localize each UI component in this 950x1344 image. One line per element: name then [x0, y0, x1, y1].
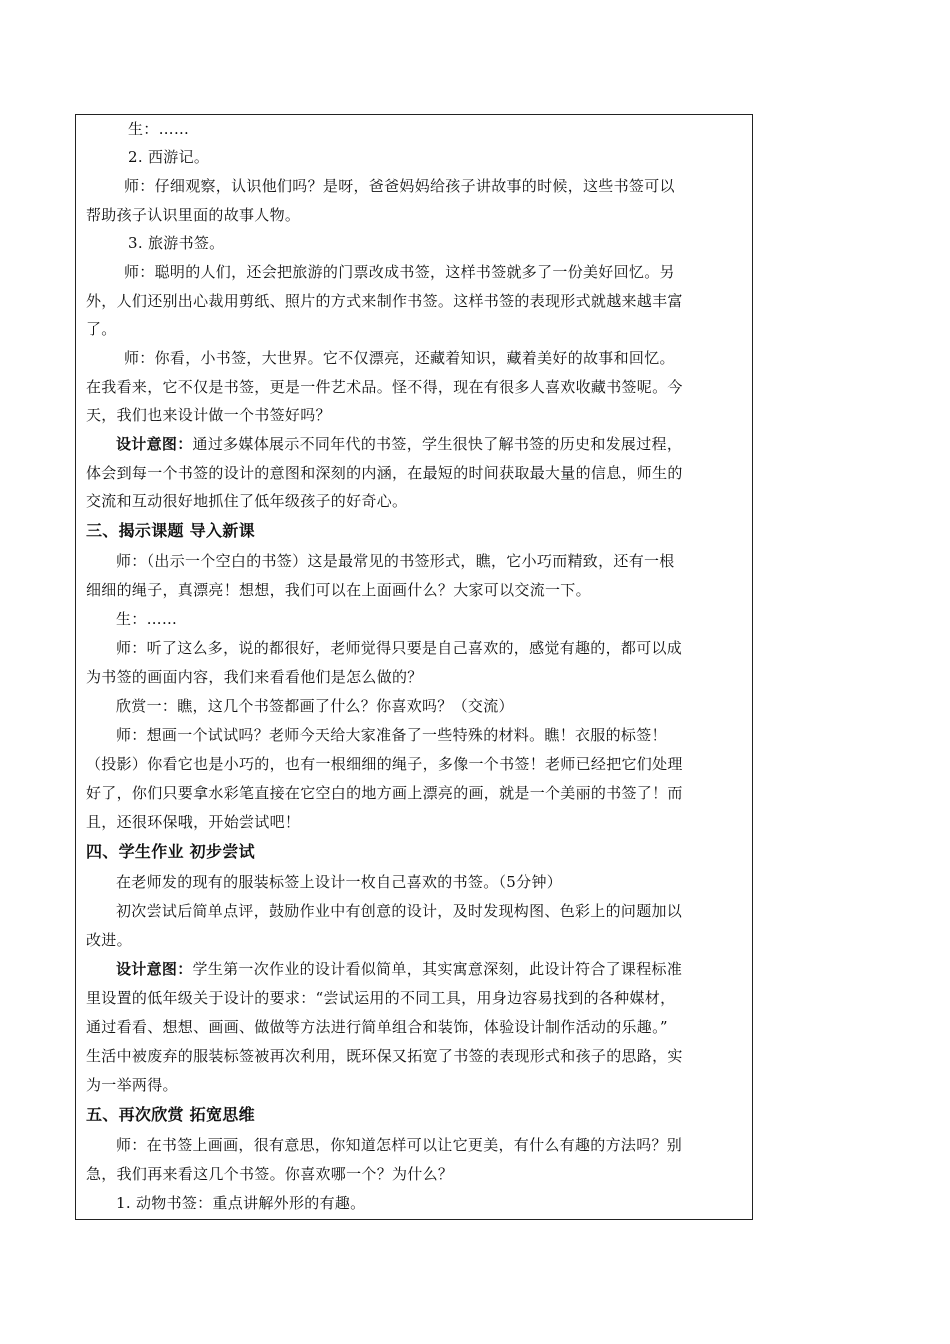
text-line: （投影）你看它也是小巧的，也有一根细细的绳子，多像一个书签！老师已经把它们处理: [86, 755, 683, 773]
design-intent-line: [116, 430, 742, 458]
design-intent-label: 设计意图：: [116, 435, 193, 453]
text-line: 为书签的画面内容，我们来看看他们是怎么做的？: [86, 668, 423, 686]
text-line: 师：仔细观察，认识他们吗？是呀，爸爸妈妈给孩子讲故事的时候，这些书签可以: [124, 177, 675, 195]
text-line: 3. 旅游书签。: [128, 234, 225, 252]
text-line: 外，人们还别出心裁用剪纸、照片的方式来制作书签。这样书签的表现形式就越来越丰富: [86, 292, 683, 310]
text-line: 生：……: [128, 120, 190, 138]
text-line: 好了，你们只要拿水彩笔直接在它空白的地方画上漂亮的画，就是一个美丽的书签了！而: [86, 784, 683, 802]
text-line: 交流和互动很好地抓住了低年级孩子的好奇心。: [86, 492, 408, 510]
text-line: 天，我们也来设计做一个书签好吗？: [86, 406, 331, 424]
design-intent-text: 通过多媒体展示不同年代的书签，学生很快了解书签的历史和发展过程，: [192, 435, 683, 453]
text-line: 欣赏一：瞧，这几个书签都画了什么？你喜欢吗？（交流）: [116, 697, 514, 715]
text-line: 生活中被废弃的服装标签被再次利用，既环保又拓宽了书签的表现形式和孩子的思路，实: [86, 1047, 683, 1065]
text-line: 师：在书签上画画，很有意思，你知道怎样可以让它更美，有什么有趣的方法吗？别: [116, 1136, 683, 1154]
section-heading: 五、再次欣赏 拓宽思维: [86, 1105, 255, 1124]
text-line: 在老师发的现有的服装标签上设计一枚自己喜欢的书签。（5分钟）: [116, 873, 563, 891]
text-line: 2. 西游记。: [128, 148, 210, 166]
text-line: 师：想画一个试试吗？老师今天给大家准备了一些特殊的材料。瞧！衣服的标签！: [116, 726, 667, 744]
text-line: 里设置的低年级关于设计的要求：“尝试运用的不同工具，用身边容易找到的各种媒材，: [86, 989, 676, 1007]
text-line: 改进。: [86, 931, 132, 949]
text-line: 通过看看、想想、画画、做做等方法进行简单组合和装饰，体验设计制作活动的乐趣。”: [86, 1018, 668, 1036]
text-line: 师：聪明的人们，还会把旅游的门票改成书签，这样书签就多了一份美好回忆。另: [124, 263, 675, 281]
text-line: 1. 动物书签：重点讲解外形的有趣。: [116, 1194, 366, 1212]
design-intent-label: 设计意图：: [116, 960, 193, 978]
text-line: 了。: [86, 320, 117, 338]
text-line: 帮助孩子认识里面的故事人物。: [86, 206, 301, 224]
text-line: 师：（出示一个空白的书签）这是最常见的书签形式，瞧，它小巧而精致，还有一根: [116, 552, 675, 570]
text-line: 细细的绳子，真漂亮！想想，我们可以在上面画什么？大家可以交流一下。: [86, 581, 591, 599]
section-heading: 四、学生作业 初步尝试: [86, 842, 255, 861]
text-line: 师：你看，小书签，大世界。它不仅漂亮，还藏着知识，藏着美好的故事和回忆。: [124, 349, 675, 367]
text-line: 体会到每一个书签的设计的意图和深刻的内涵，在最短的时间获取最大量的信息，师生的: [86, 464, 683, 482]
text-line: 在我看来，它不仅是书签，更是一件艺术品。怪不得，现在有很多人喜欢收藏书签呢。今: [86, 378, 683, 396]
text-line: 师：听了这么多，说的都很好，老师觉得只要是自己喜欢的，感觉有趣的，都可以成: [116, 639, 683, 657]
text-line: 生：……: [116, 610, 178, 628]
document-frame: [75, 114, 753, 1220]
design-intent-text: 学生第一次作业的设计看似简单，其实寓意深刻，此设计符合了课程标准: [192, 960, 683, 978]
text-line: 急，我们再来看这几个书签。你喜欢哪一个？为什么？: [86, 1165, 454, 1183]
section-heading: 三、揭示课题 导入新课: [86, 521, 255, 540]
design-intent-line: [116, 955, 742, 983]
text-line: 为一举两得。: [86, 1076, 178, 1094]
text-line: 初次尝试后简单点评，鼓励作业中有创意的设计，及时发现构图、色彩上的问题加以: [116, 902, 683, 920]
text-line: 且，还很环保哦，开始尝试吧！: [86, 813, 301, 831]
